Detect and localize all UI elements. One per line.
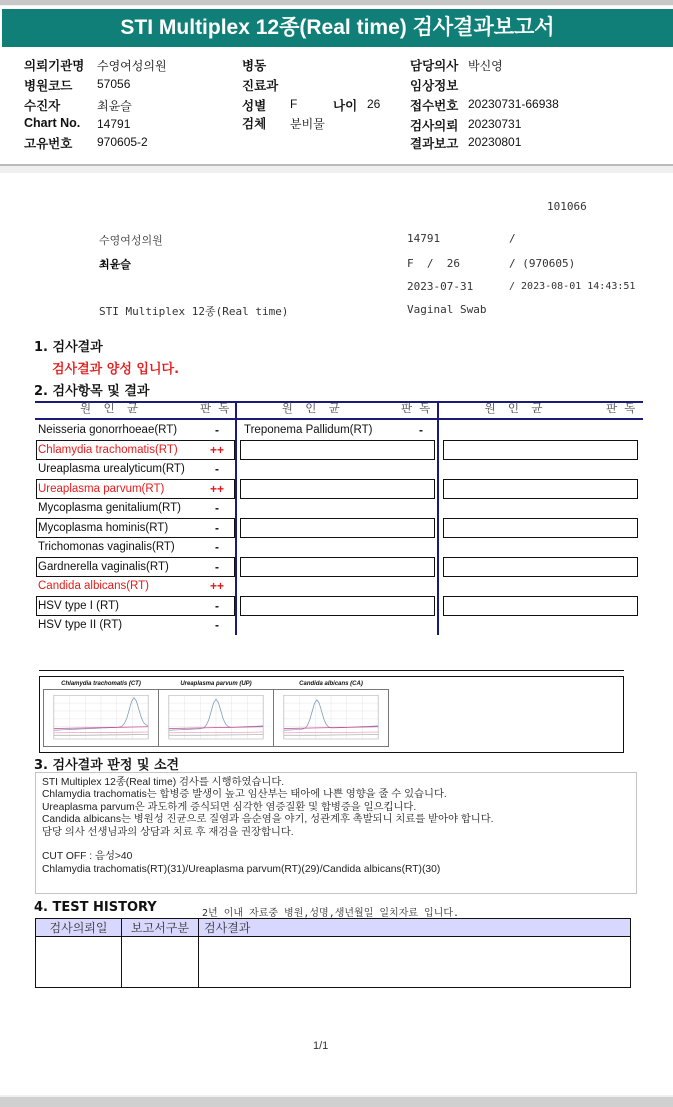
pathogen-result: - [215, 618, 219, 632]
sex-label: 성별 [242, 99, 267, 113]
pathogen-name: HSV type II (RT) [38, 619, 123, 631]
comment-line: Chlamydia trachomatis는 합병증 발생이 높고 임산부는 태아에 나쁜 영향을 줄 수 있습니다. [42, 789, 447, 801]
summary-patient: 최윤슬 [99, 258, 131, 271]
comment-line: Chlamydia trachomatis(RT)(31)/Ureaplasma parvum(RT)(29)/Candida albicans(RT)(30) [42, 863, 441, 875]
history-header-label: 검사결과 [204, 921, 251, 935]
curve-title: Candida albicans (CA) [299, 681, 363, 687]
doctor-label: 담당의사 [410, 59, 459, 73]
pathogen-result: ++ [209, 481, 224, 496]
comment-line: Candida albicans는 병원성 진균으로 질염과 음순염을 야기, 성관계후 촉발되니 치료를 받아야 합니다. [42, 814, 494, 826]
empty-result-box [240, 518, 435, 538]
section3-title: 3. 검사결과 판정 및 소견 [34, 758, 180, 773]
empty-result-box [443, 518, 638, 538]
pathogen-result: - [215, 520, 219, 535]
pathogen-name: Mycoplasma hominis(RT) [38, 521, 169, 534]
summary-birth: / (970605) [509, 257, 576, 270]
institution-value: 수영여성의원 [97, 59, 167, 73]
empty-result-box [443, 596, 638, 616]
page-number: 1/1 [313, 1040, 329, 1052]
history-col-request-date [36, 919, 122, 987]
history-note: 2년 이내 자료중 병원,성명,생년월일 일치자료 입니다. [202, 908, 460, 919]
header-result: 판 독 [401, 403, 433, 415]
summary-request-date: 2023-07-31 [407, 280, 474, 293]
melt-curve-chart [158, 689, 274, 747]
specimen-value: 분비물 [290, 117, 325, 131]
unique-no-label: 고유번호 [24, 137, 73, 151]
sex-value: F [290, 97, 298, 111]
comment-box [35, 772, 637, 894]
summary-sex-age: F / 26 [407, 257, 460, 270]
pathogen-result: - [215, 540, 219, 554]
unique-no-value: 970605-2 [97, 135, 148, 149]
curve-plot [159, 690, 273, 746]
curve-plot [44, 690, 158, 746]
pathogen-name: Ureaplasma parvum(RT) [38, 482, 165, 495]
pathogen-name: Neisseria gonorrhoeae(RT) [38, 424, 178, 436]
section1-title: 1. 검사결과 [34, 340, 103, 355]
section4-title: 4. TEST HISTORY [34, 900, 157, 915]
pathogen-name: Mycoplasma genitalium(RT) [38, 502, 181, 514]
header-result: 판 독 [606, 403, 638, 415]
empty-result-box [240, 440, 435, 460]
history-header-label: 보고서구분 [131, 921, 189, 935]
header-pathogen: 원 인 균 [80, 403, 141, 415]
bottom-strip [0, 1097, 673, 1107]
history-col-result [199, 919, 250, 987]
pathogen-name: Ureaplasma urealyticum(RT) [38, 463, 185, 475]
divider-line [39, 670, 624, 671]
summary-specimen: Vaginal Swab [407, 303, 487, 316]
chart-no-label: Chart No. [24, 116, 81, 130]
column-divider [235, 401, 237, 635]
summary-chart: 14791 [407, 232, 441, 245]
chart-no-value: 14791 [97, 117, 131, 131]
top-strip [0, 0, 673, 5]
curve-plot [274, 690, 388, 746]
history-col-report-type [122, 919, 199, 987]
header-pathogen: 원 인 균 [484, 403, 545, 415]
summary-test-name: STI Multiplex 12종(Real time) [99, 305, 289, 318]
curve-title: Chlamydia trachomatis (CT) [61, 681, 141, 687]
patient-label: 수진자 [24, 99, 61, 113]
receipt-value: 20230731-66938 [468, 97, 559, 111]
comment-line: Ureaplasma parvum은 과도하게 증식되면 심각한 염증질환 및 합병증을 일으킵니다. [42, 801, 417, 813]
comment-line: CUT OFF : 음성>40 [42, 851, 133, 863]
pathogen-name: Trichomonas vaginalis(RT) [38, 541, 175, 553]
summary-report-datetime: / 2023-08-01 14:43:51 [509, 281, 636, 292]
report-date-label: 결과보고 [410, 137, 459, 151]
comment-line: STI Multiplex 12종(Real time) 검사를 시행하였습니다. [42, 777, 285, 788]
melt-curve-chart [273, 689, 389, 747]
request-value: 20230731 [468, 117, 522, 131]
summary-institution: 수영여성의원 [99, 234, 163, 247]
pathogen-result: ++ [209, 442, 224, 457]
institution-label: 의뢰기관명 [24, 59, 85, 73]
patient-value: 최윤슬 [97, 99, 132, 113]
empty-result-box [443, 479, 638, 499]
pathogen-result: ++ [209, 579, 224, 593]
pathogen-name: Chlamydia trachomatis(RT) [38, 443, 178, 456]
section2-title: 2. 검사항목 및 결과 [34, 384, 150, 399]
specimen-label: 검체 [242, 117, 267, 131]
pathogen-name: HSV type I (RT) [38, 599, 119, 612]
pathogen-name: Candida albicans(RT) [38, 580, 150, 592]
age-label: 나이 [333, 99, 358, 113]
comment-line: 담당 의사 선생님과의 상담과 치료 후 재검을 권장합니다. [42, 826, 294, 838]
doctor-value: 박신영 [468, 59, 503, 73]
pathogen-name: Gardnerella vaginalis(RT) [38, 560, 169, 573]
clinical-label: 임상정보 [410, 79, 459, 93]
empty-result-box [443, 440, 638, 460]
empty-result-box [240, 596, 435, 616]
summary-slash: / [509, 232, 516, 245]
ward-label: 병동 [242, 59, 267, 73]
pathogen-result: - [215, 501, 219, 515]
report-title: STI Multiplex 12종(Real time) 검사결과보고서 [2, 9, 673, 47]
column-divider [437, 401, 439, 635]
positive-result-message: 검사결과 양성 입니다. [52, 362, 180, 377]
pathogen-result: - [215, 598, 219, 613]
report-date-value: 20230801 [468, 135, 522, 149]
pathogen-name: Treponema Pallidum(RT) [244, 424, 373, 436]
receipt-label: 접수번호 [410, 99, 459, 113]
pathogen-result: - [215, 423, 219, 437]
pathogen-result: - [419, 423, 423, 437]
empty-result-box [240, 479, 435, 499]
melt-curve-chart [43, 689, 159, 747]
request-label: 검사의뢰 [410, 119, 459, 133]
age-value: 26 [367, 97, 381, 111]
summary-id: 101066 [547, 200, 587, 213]
pathogen-result: - [215, 559, 219, 574]
curve-title: Ureaplasma parvum (UP) [180, 681, 252, 687]
header-result: 판 독 [200, 403, 232, 415]
hospital-code-label: 병원코드 [24, 79, 73, 93]
pathogen-result: - [215, 462, 219, 476]
comment-line [42, 839, 630, 851]
empty-result-box [240, 557, 435, 577]
empty-result-box [443, 557, 638, 577]
header-pathogen: 원 인 균 [281, 403, 342, 415]
dept-label: 진료과 [242, 79, 279, 93]
history-table [35, 918, 631, 988]
history-header-label: 검사의뢰일 [49, 921, 108, 935]
hospital-code-value: 57056 [97, 77, 131, 91]
